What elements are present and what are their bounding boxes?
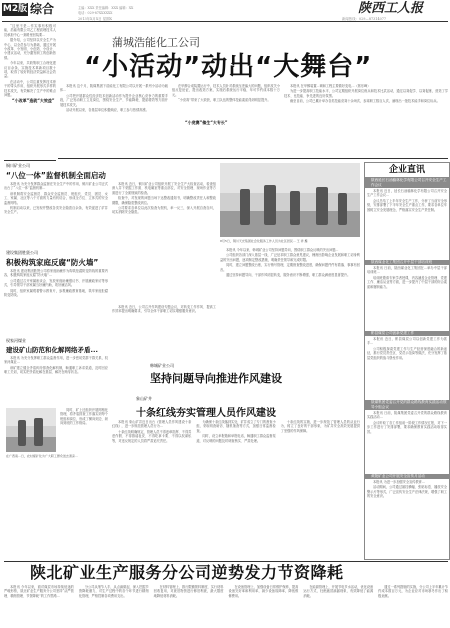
article-d-body: 本报讯 今年以来，韩城矿业公司坚持问题导向，围绕职工群众反映的突出问题... 公司组织各部门深入基层一线，广泛征求职工群众意见建议，梳理出影响企业发展和职工切身利益的突出问题，逐项制定整改措施，明确责任领导和完成时限。 同时，建立问题整改台账，实行销号管理，定期督查整改进度，确保问题件件有着落、事事有回音。 通过坚持问题导向，干部作风明显转变，服务意识不断增强，职工群众满意度显著提升。 — [220, 248, 360, 278]
main-article-subhead2: “小竞赛”催生“大专长” — [185, 120, 228, 125]
article-b-headline: 积极构筑家庭反腐“防火墙” — [6, 258, 99, 267]
main-article-kicker: 蒲城浩能化工公司 — [112, 36, 200, 49]
main-article-subhead1: “小改革”造就“大效益” — [12, 98, 55, 103]
article-d-intro: 本报讯 近日，公司召开作风建设专题会议，对转变工作作风、提高工作效率提出明确要求，引导全体干部职工切实增强服务意识。 — [112, 305, 216, 314]
main-article-bottom-rule — [58, 158, 448, 159]
article-a-headline: “八位一体”监督机制全面启动 — [6, 171, 106, 180]
masthead-rule — [2, 21, 448, 22]
article-mid-body: 本报讯 近日，铜川矿业公司组织开展了安全生产大检查活动，检查组深入井下采掘工作面、机电硐室等重点部位，对安全管理、现场作业等方面进行了全面细致的检查。 检查中，对发现的问题当场下达整改通知书，明确整改责任人和整改期限，确保隐患整改到位。 公司要求各单位以此次检查为契机，举一反三，深入开展自查自纠，切实消除安全隐患。 — [112, 182, 216, 215]
sidebar-item-head: 陕西煤业化工集团召开中层干部培训班 — [365, 260, 449, 265]
sidebar-item-head: 黄陵矿业公司开展安全宣传月活动 — [365, 474, 449, 479]
sidebar-item-body: 本报讯 日前，陕煤集团党委召开党的群众路线教育实践活动... 会议听取了各工作组前一阶段工作情况汇报，对下一步工作进行了安排部署，要求确保教育实践活动取得实效。 — [367, 411, 447, 434]
article-a-body: 本报讯 为充分发挥群众监督在安全生产中的作用，铜川矿业公司正式出台了“八位一体”监督机制... 该机制将安全监督员、群众安全监督员、班组长、党员、团员、女工、家属、社区等八个方面的力量有机结合，形成全方位、立体式的安全监督网络。 机制启动以来，已发现并整改各类安全隐患百余条，有效促进了矿井安全生产。 — [4, 182, 108, 215]
photo-caption: 8月5日，铜川天光集团社会化服务工作人员为社区居民... 王 祥 摄 — [220, 239, 308, 243]
masthead-info-line2: 电话：029-87XXXXXX — [78, 11, 113, 15]
article-a-kicker: 铜川矿业公司 — [6, 163, 30, 168]
article-b-kicker: 建设集团胜贤公司 — [6, 250, 38, 255]
article-c-body-cont: 同时，矿上还组织开展网格化管理，将矛盾排查工作落实到每个班组和岗位，形成了横向到边、纵向到底的工作格局。 — [60, 408, 108, 426]
sidebar-title: 企业直讯 — [365, 163, 449, 178]
main-article-body-left: “这里不是...作实事有积极可能，浩能有限公司乙工程质理技术人员承担中心一套路里回装要... 据介绍，公司坚持以安全生产为中心，以全员参与为基础，通过开展小改革、小发明、小创造、小设计、小建议活动，充分激发职工的创新热情。 今年以来，共收集职工合理化建议百余条，实施技术革新项目数十项，取得了较好的经济效益和社会效益。 在活动中，公司注重发挥技术骨干的带头作用，组织开展形式多样的技术攻关，有效解决了生产中的难点问题。 — [4, 24, 56, 98]
main-article-body-mid: 本报讯 这个月，陕煤集团下浩能化工有限公司以开展一系列小活动为载体... 公司把开展群众性经济技术创新活动作为提升企业核心竞争力的重要手段，广泛发动职工立足岗位，围绕安全生产、节能降耗、提质增效等方面开展技术攻关。 活动开展以来，各基层单位积极响应，职工参与热情高涨。 — [60, 84, 168, 113]
left-col-rule — [4, 160, 56, 161]
bottom-top-rule — [4, 561, 448, 562]
main-article-body-center: 在甲醇合成装置运行中，技术人员针对系统压差偏大的问题，组织攻关小组反复论证，提出改造方案，实施后系统运行平稳，年可节约成本数十万元。 “小竞赛”带来了大收获，职工队伍的整体技能素质得到明显提升。 — [172, 84, 280, 103]
sidebar-item-head: 陕西延长石油榆林化学有限公司召开安全生产工作会议 — [365, 178, 449, 188]
masthead-info-line1: 主编：XXX 责任编辑：XXX 编辑：XX — [78, 6, 134, 10]
sidebar-item-head: 陕煤集团党委召开党的群众路线教育实践活动领导小组会议 — [365, 400, 449, 410]
article-e-body: 本报讯 象山矿井近日出台《管理人员作风建设十条红线》，进一步规范管理人员行为... 十条红线明确规定，管理人员不得违章指挥、不得弄虚作假、不得推诿扯皮、不得吃拿卡要、不得以权谋私等，对违反规定的人员将严肃追究责任。 为确保十条红线落到实处，矿井成立了专门的督查小组，采取明查暗访、随机抽查等方式，加强日常监督检查。 同时，设立举报箱和举报电话，畅通职工群众监督渠道，对反映的问题及时调查核实、严肃处理。 十条红线的实施，进一步规范了管理人员的从业行为，树立了良好的干部形象，为矿井安全高效发展提供了坚强的作风保障。 — [112, 420, 360, 443]
masthead — [2, 2, 448, 20]
news-hotline: 新闻热线：029—87314077 — [342, 17, 387, 21]
main-article-headline: “小活动”动出“大舞台” — [84, 52, 373, 82]
article-c-body: 本报讯 为充分发挥职工群众监督作用，进一步密切党群干群关系，权家河煤业... 该矿建立健全矛盾纠纷排查化解机制，畅通职工诉求渠道，及时回应职工关切，切实把矛盾化解在基层、解决在萌芽状态。 — [4, 356, 108, 375]
news-photo-left — [6, 408, 56, 452]
sidebar-item-body: 本报讯 近日，延长石油榆林化学有限公司召开安全生产工作会议... 会议总结了上半年安全生产工作，分析了当前安全形势，安排部署了下半年安全生产重点工作，要求各单位牢固树立安全发展理念，严格落实安全生产责任制。 — [367, 189, 447, 212]
article-e-headline: 十条红线夯实管理人员作风建设 — [136, 408, 276, 419]
date-line: 2013年X月X日 星期X — [78, 17, 112, 21]
article-d-headline: 坚持问题导向推进作风建设 — [150, 372, 282, 385]
article-d-kicker: 韩城矿业公司 — [150, 363, 174, 368]
article-b-body: 本报讯 建设集团胜贤公司将家庭助廉作为构筑拒腐防变防线的重要内容，积极构筑家庭反腐“防火墙”... 公司通过召开家属座谈会、发放家庭助廉倡议书、开展廉政家访等形式，引导领导干部家属当好廉内助，吹好廉洁风。 同时，组织家属观看警示教育片，参观廉政教育基地，筑牢家庭拒腐防变防线。 — [4, 269, 108, 298]
article-c-kicker: 权家河煤业 — [6, 338, 26, 343]
sidebar-item-head: 彬县煤炭公司创新党建工作 — [365, 331, 449, 336]
news-photo-workers — [220, 163, 360, 237]
bottom-headline: 陕北矿业生产服务分公司逆势发力节资降耗 — [30, 563, 344, 582]
section-badge: M2版 — [2, 4, 28, 14]
photo2-caption: 在广西南...日，农村煤矿化为广大职工群众送去清凉... — [6, 454, 78, 458]
newspaper-logo: 陕西工人报 — [358, 1, 424, 16]
sidebar-item-body: 本报讯 近日，彬县煤炭公司以创新党建工作为抓手... 公司积极探索党建工作与生产经营深度融合的新途径，推行党员责任区、党员示范岗等做法，充分发挥了基层党组织的战斗堡垒作用。 — [367, 337, 447, 360]
sidebar-item-body: 本报讯 日前，陕西煤业化工集团在...举办中层干部培训班... 培训班邀请专家学者授课，内容涵盖企业管理、党建工作、廉洁从业等方面，进一步提升了中层干部的综合素质和履职能力。 — [367, 266, 447, 289]
sidebar-item-body: 本报讯 为进一步加强安全宣传教育... 活动期间，公司通过悬挂横幅、张贴标语、播放安全警示片等形式，广泛宣传安全生产法律法规，增强了职工的安全意识。 — [367, 480, 447, 499]
article-c-headline: 建设矿山防范和化解网络矛盾... — [6, 346, 98, 354]
sidebar-enterprise-news — [364, 162, 450, 560]
bottom-article-body: 本报讯 今年以来，面对煤炭市场持续低迷的严峻形势，陕北矿业生产服务分公司坚持“从严管理、精细管理、节资降耗”的工作思路... 分公司从细节入手，从点滴做起，深入挖掘节资降耗潜力，对生产过程中的各个环节进行精细化管理，严格控制各项费用支出。 在材料管理上，推行限额领料制度，实行材料回收复用，对废旧物资进行修旧利废，最大限度地降低材料消耗。 在设备管理上，加强设备日常维护保养，提高设备完好率和利用率，减少设备故障率，降低维修费用。 在能源管理上，开展节电节水活动，优化设备运行方式，杜绝跑冒滴漏现象，有效降低了能源消耗。 通过一系列措施的实施，分公司上半年累计节约成本数百万元，为企业应对市场寒冬作出了积极贡献。 — [4, 585, 448, 598]
article-e-kicker: 象山矿井 — [136, 396, 152, 401]
main-article-body-right: 本报讯 在甲醇装置...调和工程主要做好变电...（郭东峰） 为进一步提高职工技能水平，公司定期组织开展岗位练兵和技术比武活动，通过以赛促学、以赛促练，营造了学技术、比技能、争先进的良好氛围。 截至目前，公司已累计举办各类技能竞赛十余场次，参赛职工数百人次，涌现出一批技术能手和岗位标兵。 — [284, 84, 448, 104]
section-name: 综合 — [30, 2, 55, 16]
